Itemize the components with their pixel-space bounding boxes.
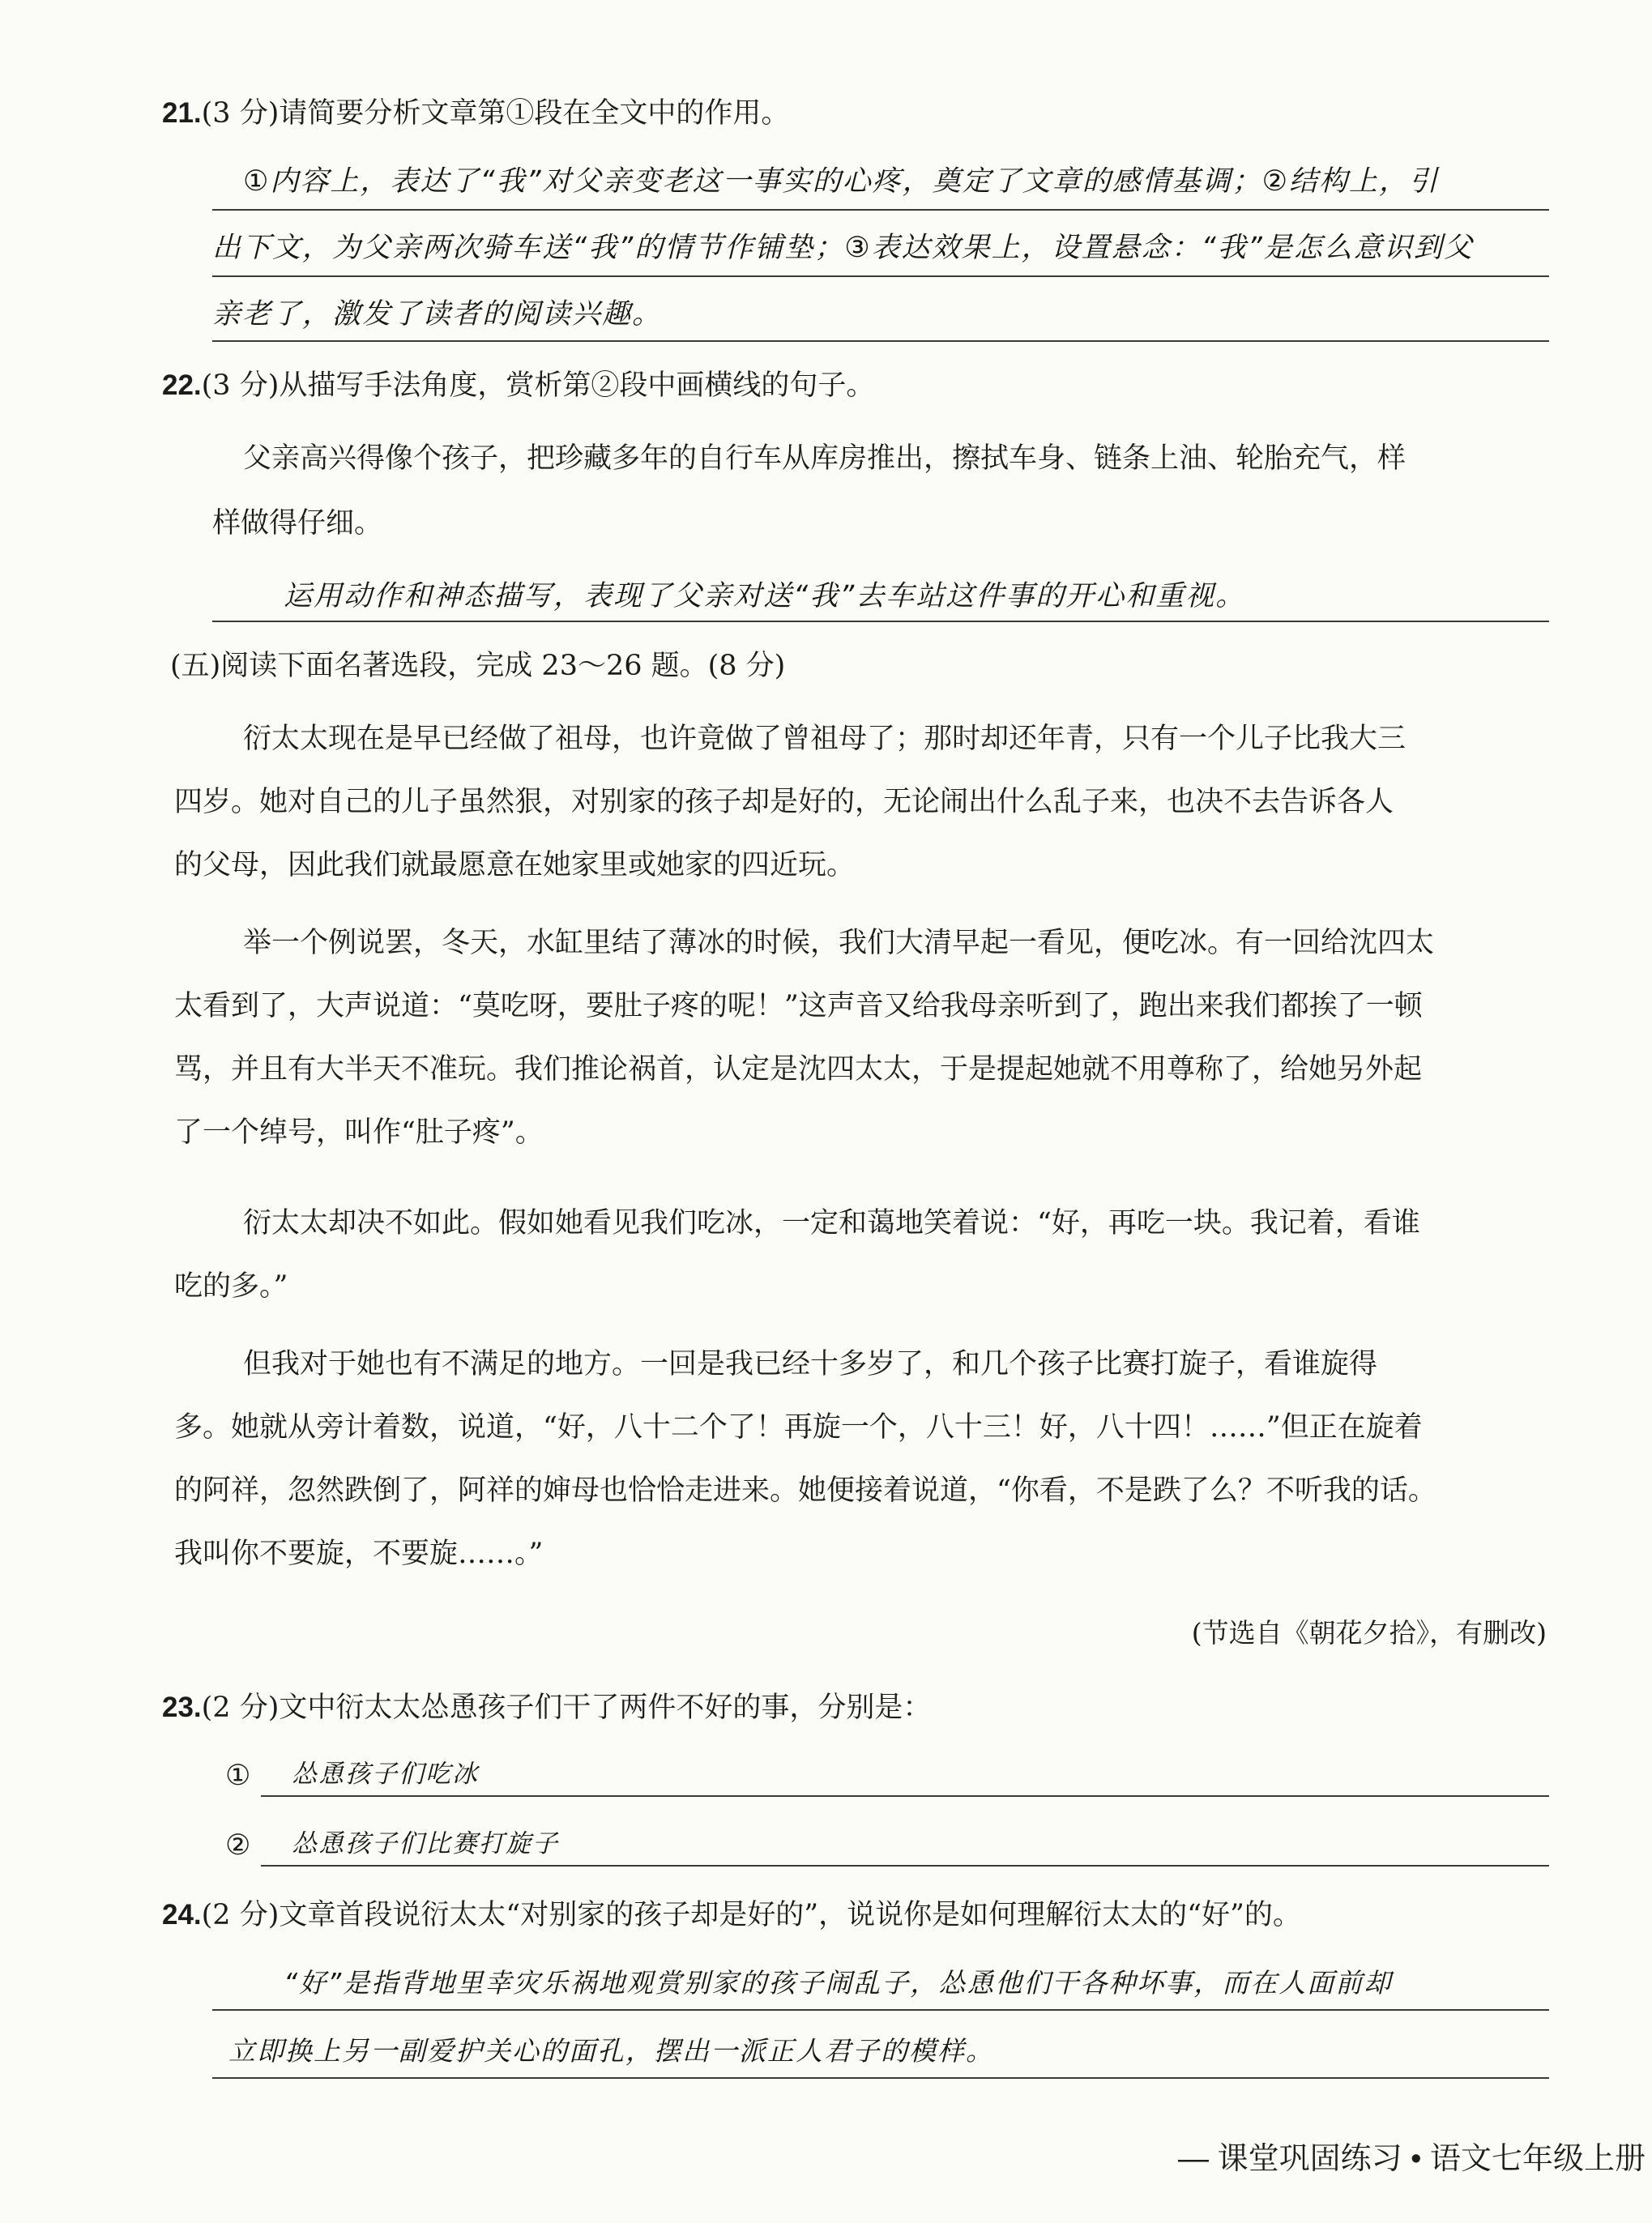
answer-rule bbox=[261, 1865, 1549, 1867]
question-21 bbox=[162, 94, 789, 133]
passage-p1-line-3: 的父母，因此我们就最愿意在她家里或她家的四近玩。 bbox=[174, 849, 856, 881]
question-21-prompt: (3 分)请简要分析文章第①段在全文中的作用。 bbox=[201, 97, 790, 130]
q21-answer-line-1: ①内容上，表达了“我”对父亲变老这一事实的心疼，奠定了文章的感情基调；②结构上，引 bbox=[243, 165, 1440, 198]
answer-rule bbox=[212, 275, 1549, 277]
q23-item-2-marker: ② bbox=[225, 1829, 251, 1862]
answer-rule bbox=[261, 1795, 1549, 1797]
answer-rule bbox=[212, 2077, 1549, 2079]
question-21-number: 21. bbox=[162, 97, 202, 129]
passage-p2-line-3: 骂，并且有大半天不准玩。我们推论祸首，认定是沈四太太，于是提起她就不用尊称了，给她另外起 bbox=[174, 1053, 1423, 1086]
passage-p2-line-1: 举一个例说罢，冬天，水缸里结了薄冰的时候，我们大清早起一看见，便吃冰。有一回给沈四太 bbox=[243, 927, 1435, 959]
passage-p2-line-4: 了一个绰号，叫作“肚子疼”。 bbox=[174, 1116, 544, 1149]
section-5-heading: (五)阅读下面名著选段，完成 23～26 题。(8 分) bbox=[170, 650, 786, 682]
q23-item-1-marker: ① bbox=[225, 1760, 251, 1792]
passage-p3-line-2: 吃的多。” bbox=[174, 1270, 288, 1303]
passage-p1-line-1: 衍太太现在是早已经做了祖母，也许竟做了曾祖母了；那时却还年青，只有一个儿子比我大三 bbox=[243, 723, 1407, 755]
passage-p4-line-3: 的阿祥，忽然跌倒了，阿祥的婶母也恰恰走进来。她便接着说道，“你看，不是跌了么？不听我的话。 bbox=[174, 1474, 1436, 1507]
question-23-number: 23. bbox=[162, 1692, 202, 1723]
question-22 bbox=[162, 366, 874, 405]
answer-rule bbox=[212, 340, 1549, 342]
answer-rule bbox=[212, 621, 1549, 622]
passage-source: (节选自《朝花夕拾》，有删改) bbox=[1191, 1617, 1547, 1649]
passage-p4-line-4: 我叫你不要旋，不要旋……。” bbox=[174, 1538, 544, 1570]
q23-item-1-answer: 怂恿孩子们吃冰 bbox=[292, 1760, 479, 1789]
question-24 bbox=[162, 1896, 1301, 1935]
answer-rule bbox=[212, 2009, 1549, 2011]
q21-answer-line-2: 出下文，为父亲两次骑车送“我”的情节作铺垫；③表达效果上，设置悬念：“我”是怎么意识到父 bbox=[212, 232, 1474, 264]
q22-quote-line-2: 样做得仔细。 bbox=[212, 507, 383, 540]
question-22-number: 22. bbox=[162, 369, 202, 401]
q22-answer: 运用动作和神态描写，表现了父亲对送“我”去车站这件事的开心和重视。 bbox=[284, 580, 1246, 612]
answer-rule bbox=[212, 209, 1549, 211]
passage-p2-line-2: 太看到了，大声说道：“莫吃呀，要肚子疼的呢！”这声音又给我母亲听到了，跑出来我们都挨了一顿 bbox=[174, 990, 1423, 1022]
q24-answer-line-1: “好”是指背地里幸灾乐祸地观赏别家的孩子闹乱子，怂恿他们干各种坏事，而在人面前却 bbox=[284, 1967, 1393, 1999]
question-24-prompt: (2 分)文章首段说衍太太“对别家的孩子却是好的”，说说你是如何理解衍太太的“好”的。 bbox=[201, 1899, 1301, 1931]
passage-p1-line-2: 四岁。她对自己的儿子虽然狠，对别家的孩子却是好的，无论闹出什么乱子来，也决不去告诉各人 bbox=[174, 786, 1394, 818]
q22-quote-line-1: 父亲高兴得像个孩子，把珍藏多年的自行车从库房推出，擦拭车身、链条上油、轮胎充气，样 bbox=[243, 442, 1407, 475]
passage-p4-line-1: 但我对于她也有不满足的地方。一回是我已经十多岁了，和几个孩子比赛打旋子，看谁旋得 bbox=[243, 1348, 1378, 1380]
q21-answer-line-3: 亲老了，激发了读者的阅读兴趣。 bbox=[212, 298, 663, 331]
page-footer: — 课堂巩固练习 • 语文七年级上册 bbox=[1178, 2142, 1646, 2176]
question-23-prompt: (2 分)文中衍太太怂恿孩子们干了两件不好的事，分别是： bbox=[201, 1692, 932, 1724]
question-24-number: 24. bbox=[162, 1899, 202, 1931]
q24-answer-line-2: 立即换上另一副爱护关心的面孔，摆出一派正人君子的模样。 bbox=[228, 2035, 994, 2067]
passage-p4-line-2: 多。她就从旁计着数，说道，“好，八十二个了！再旋一个，八十三！好，八十四！……”但正在旋着 bbox=[174, 1411, 1423, 1444]
passage-p3-line-1: 衍太太却决不如此。假如她看见我们吃冰，一定和蔼地笑着说：“好，再吃一块。我记着，看谁 bbox=[243, 1207, 1420, 1240]
question-22-prompt: (3 分)从描写手法角度，赏析第②段中画横线的句子。 bbox=[201, 369, 875, 402]
q23-item-2-answer: 怂恿孩子们比赛打旋子 bbox=[292, 1829, 559, 1858]
question-23 bbox=[162, 1688, 931, 1727]
